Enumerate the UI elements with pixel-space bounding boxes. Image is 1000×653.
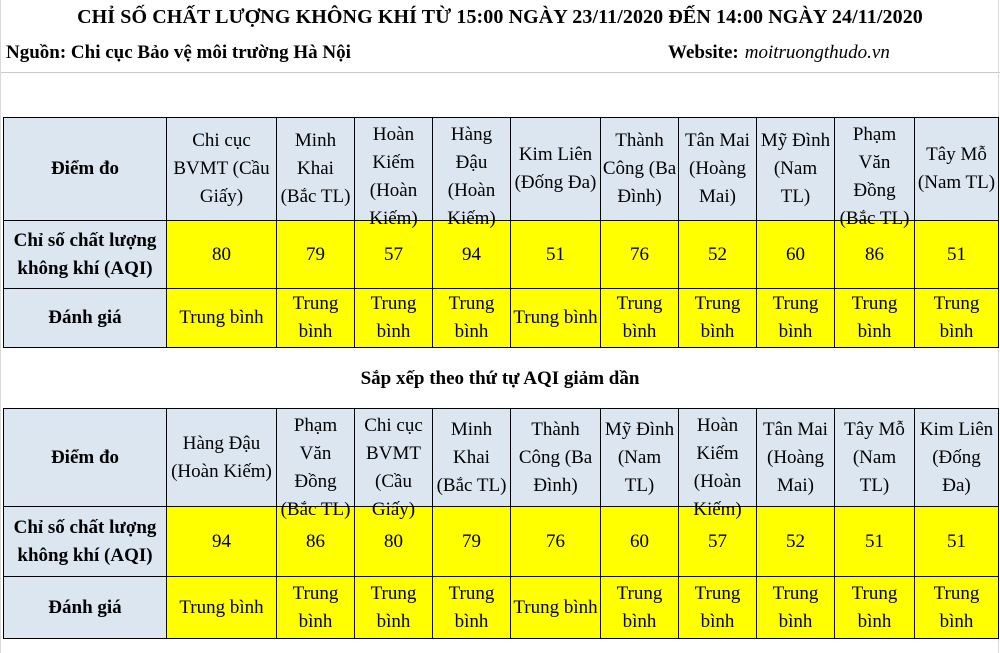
website-label: Website: <box>668 42 739 63</box>
rating-value: Trung bình <box>601 577 679 639</box>
aqi-value: 94 <box>433 221 511 289</box>
station-cell <box>511 409 601 507</box>
rating-value: Trung bình <box>277 289 355 348</box>
aqi-table-by-station <box>3 117 999 348</box>
aqi-row <box>4 507 999 577</box>
website-line <box>668 42 890 64</box>
station-cell <box>915 118 999 221</box>
station-name: Thành Công (Ba Đình) <box>602 130 677 207</box>
rating-value: Trung bình <box>679 289 757 348</box>
aqi-value: 94 <box>167 507 277 577</box>
station-name: Tây Mỗ (Nam TL) <box>917 144 996 193</box>
station-cell <box>355 118 433 229</box>
website-url: moitruongthudo.vn <box>744 42 890 63</box>
rating-value: Trung bình <box>355 577 433 639</box>
aqi-value: 51 <box>915 221 999 289</box>
station-cell <box>511 118 601 221</box>
station-name: Mỹ Đình (Nam TL) <box>604 418 675 496</box>
aqi-value: 51 <box>835 507 915 577</box>
rating-value: Trung bình <box>835 577 915 639</box>
rating-value: Trung bình <box>167 289 277 348</box>
station-name: Tân Mai (Hoàng Mai) <box>685 130 750 207</box>
station-name: Hoàn Kiếm (Hoàn Kiếm) <box>369 124 418 229</box>
station-name: Minh Khai (Bắc TL) <box>436 418 507 496</box>
station-name: Kim Liên (Đống Đa) <box>919 418 994 496</box>
aqi-value: 60 <box>757 221 835 289</box>
aqi-value: 52 <box>679 221 757 289</box>
aqi-value: 52 <box>757 507 835 577</box>
aqi-value: 80 <box>167 221 277 289</box>
station-name: Minh Khai (Bắc TL) <box>280 130 351 207</box>
aqi-value: 79 <box>277 221 355 289</box>
aqi-table-sorted <box>3 408 999 639</box>
aqi-value: 57 <box>679 507 757 577</box>
station-name: Phạm Văn Đồng (Bắc TL) <box>280 414 351 520</box>
aqi-value: 86 <box>835 221 915 289</box>
station-cell <box>679 118 757 221</box>
rating-row-label: Đánh giá <box>4 289 167 348</box>
source-text: Nguồn: Chi cục Bảo vệ môi trường Hà Nội <box>6 42 351 63</box>
aqi-value: 76 <box>601 221 679 289</box>
station-cell <box>433 118 511 229</box>
station-row <box>4 409 999 507</box>
station-name: Tây Mỗ (Nam TL) <box>844 418 905 496</box>
rating-value: Trung bình <box>757 577 835 639</box>
station-cell <box>601 409 679 507</box>
station-cell <box>601 118 679 221</box>
page-title: CHỈ SỐ CHẤT LƯỢNG KHÔNG KHÍ TỪ 15:00 NGÀY 23/11/2020 ĐẾN 14:00 NGÀY 24/11/2020 <box>77 6 923 28</box>
station-name: Hoàn Kiếm (Hoàn Kiếm) <box>693 414 742 520</box>
station-name: Chi cục BVMT (Cầu Giấy) <box>364 414 423 520</box>
station-cell <box>167 118 277 221</box>
rating-value: Trung bình <box>679 577 757 639</box>
station-cell <box>835 118 915 229</box>
station-cell <box>679 409 757 520</box>
sort-heading: Sắp xếp theo thứ tự AQI giảm dần <box>360 368 640 389</box>
sheet-gridline <box>0 72 1000 73</box>
station-cell <box>355 409 433 520</box>
station-cell <box>757 409 835 507</box>
aqi-value: 79 <box>433 507 511 577</box>
rating-value: Trung bình <box>277 577 355 639</box>
aqi-value: 60 <box>601 507 679 577</box>
sheet-gridline <box>0 0 1 653</box>
station-name: Hàng Đậu (Hoàn Kiếm) <box>171 432 272 482</box>
rating-value: Trung bình <box>757 289 835 348</box>
rating-value: Trung bình <box>433 289 511 348</box>
station-row-label: Điểm đo <box>4 118 167 221</box>
station-cell <box>433 409 511 507</box>
aqi-value: 51 <box>511 221 601 289</box>
rating-value: Trung bình <box>355 289 433 348</box>
aqi-value: 57 <box>355 221 433 289</box>
station-name: Kim Liên (Đống Đa) <box>514 144 597 193</box>
rating-value: Trung bình <box>433 577 511 639</box>
station-cell <box>757 118 835 221</box>
station-cell <box>277 409 355 520</box>
station-name: Tân Mai (Hoàng Mai) <box>763 418 828 496</box>
rating-value: Trung bình <box>601 289 679 348</box>
station-name: Chi cục BVMT (Cầu Giấy) <box>173 130 270 207</box>
station-cell <box>277 118 355 221</box>
aqi-value: 80 <box>355 507 433 577</box>
rating-value: Trung bình <box>835 289 915 348</box>
station-name: Phạm Văn Đồng (Bắc TL) <box>839 124 910 229</box>
station-name: Mỹ Đình (Nam TL) <box>760 130 831 207</box>
station-cell <box>167 409 277 507</box>
station-cell <box>835 409 915 507</box>
aqi-row-label: Chỉ số chất lượng không khí (AQI) <box>4 221 167 289</box>
station-cell <box>915 409 999 507</box>
rating-row-label: Đánh giá <box>4 577 167 639</box>
rating-value: Trung bình <box>915 577 999 639</box>
rating-value: Trung bình <box>915 289 999 348</box>
station-row <box>4 118 999 221</box>
aqi-value: 76 <box>511 507 601 577</box>
station-name: Hàng Đậu (Hoàn Kiếm) <box>447 124 496 229</box>
rating-value: Trung bình <box>167 577 277 639</box>
rating-value: Trung bình <box>511 577 601 639</box>
aqi-value: 86 <box>277 507 355 577</box>
aqi-row-label: Chỉ số chất lượng không khí (AQI) <box>4 507 167 577</box>
aqi-value: 51 <box>915 507 999 577</box>
station-name: Thành Công (Ba Đình) <box>518 418 593 496</box>
station-row-label: Điểm đo <box>4 409 167 507</box>
rating-value: Trung bình <box>511 289 601 348</box>
rating-row <box>4 289 999 348</box>
rating-row <box>4 577 999 639</box>
